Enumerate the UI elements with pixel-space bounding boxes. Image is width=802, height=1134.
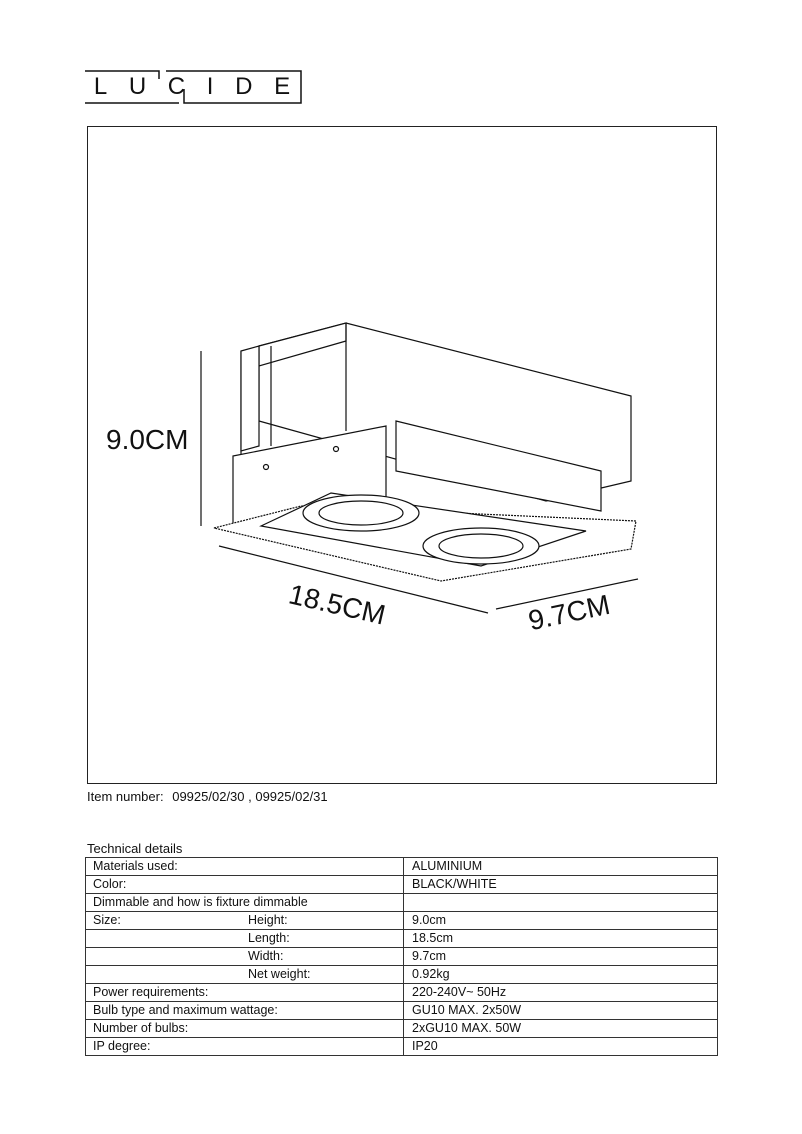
spec-label-cell	[86, 1038, 404, 1056]
table-row	[86, 948, 718, 966]
table-row	[86, 912, 718, 930]
table-row	[86, 876, 718, 894]
product-drawing-frame	[87, 126, 717, 784]
logo-letter: I	[206, 73, 216, 100]
spec-label-cell	[86, 948, 404, 966]
item-number-value: 09925/02/30 , 09925/02/31	[172, 789, 328, 804]
table-row	[86, 1038, 718, 1056]
logo-letter: E	[274, 73, 293, 100]
spec-sublabel: Width:	[248, 949, 284, 963]
spec-label-cell	[86, 930, 404, 948]
table-row	[86, 1002, 718, 1020]
spec-value: IP20	[404, 1038, 718, 1056]
spec-value: ALUMINIUM	[404, 858, 718, 876]
spec-label: IP degree:	[93, 1039, 151, 1053]
table-row	[86, 984, 718, 1002]
spec-value: 0.92kg	[404, 966, 718, 984]
table-row	[86, 930, 718, 948]
spec-value: 220-240V~ 50Hz	[404, 984, 718, 1002]
item-number	[87, 789, 333, 804]
height-dimension-label: 9.0CM	[106, 424, 189, 455]
spec-value: GU10 MAX. 2x50W	[404, 1002, 718, 1020]
spec-label: Bulb type and maximum wattage:	[93, 1003, 278, 1017]
technical-details-table	[85, 857, 718, 1056]
spec-value: 18.5cm	[404, 930, 718, 948]
table-row	[86, 1020, 718, 1038]
spec-label: Number of bulbs:	[93, 1021, 189, 1035]
spec-value: 2xGU10 MAX. 50W	[404, 1020, 718, 1038]
brand-logo	[84, 69, 302, 105]
table-row	[86, 858, 718, 876]
width-dimension-label: 9.7CM	[525, 588, 613, 637]
spec-label: Power requirements:	[93, 985, 209, 999]
spec-value: 9.0cm	[404, 912, 718, 930]
length-dimension-label: 18.5CM	[285, 578, 389, 631]
spec-label-cell	[86, 894, 404, 912]
logo-letter: C	[167, 73, 188, 100]
spec-sublabel: Net weight:	[248, 967, 311, 981]
table-row	[86, 894, 718, 912]
spec-label-cell	[86, 858, 404, 876]
spec-value: 9.7cm	[404, 948, 718, 966]
fixture-drawing	[88, 127, 718, 785]
spec-label-cell	[86, 1020, 404, 1038]
spec-label: Size:	[93, 913, 121, 927]
spec-value	[404, 894, 718, 912]
spec-label: Color:	[93, 877, 127, 891]
spec-label-cell	[86, 912, 404, 930]
logo-letter: L	[93, 73, 110, 100]
spec-value: BLACK/WHITE	[404, 876, 718, 894]
spec-label-cell	[86, 984, 404, 1002]
spec-label: Materials used:	[93, 859, 178, 873]
logo-letter: U	[128, 73, 149, 100]
spec-label: Dimmable and how is fixture dimmable	[93, 895, 308, 909]
technical-details-title: Technical details	[87, 841, 183, 856]
spec-label-cell	[86, 966, 404, 984]
spec-sublabel: Length:	[248, 931, 290, 945]
table-row	[86, 966, 718, 984]
item-number-label: Item number:	[87, 789, 164, 804]
spec-label-cell	[86, 876, 404, 894]
spec-sublabel: Height:	[248, 913, 288, 927]
logo-letter: D	[235, 73, 255, 100]
spec-label-cell	[86, 1002, 404, 1020]
